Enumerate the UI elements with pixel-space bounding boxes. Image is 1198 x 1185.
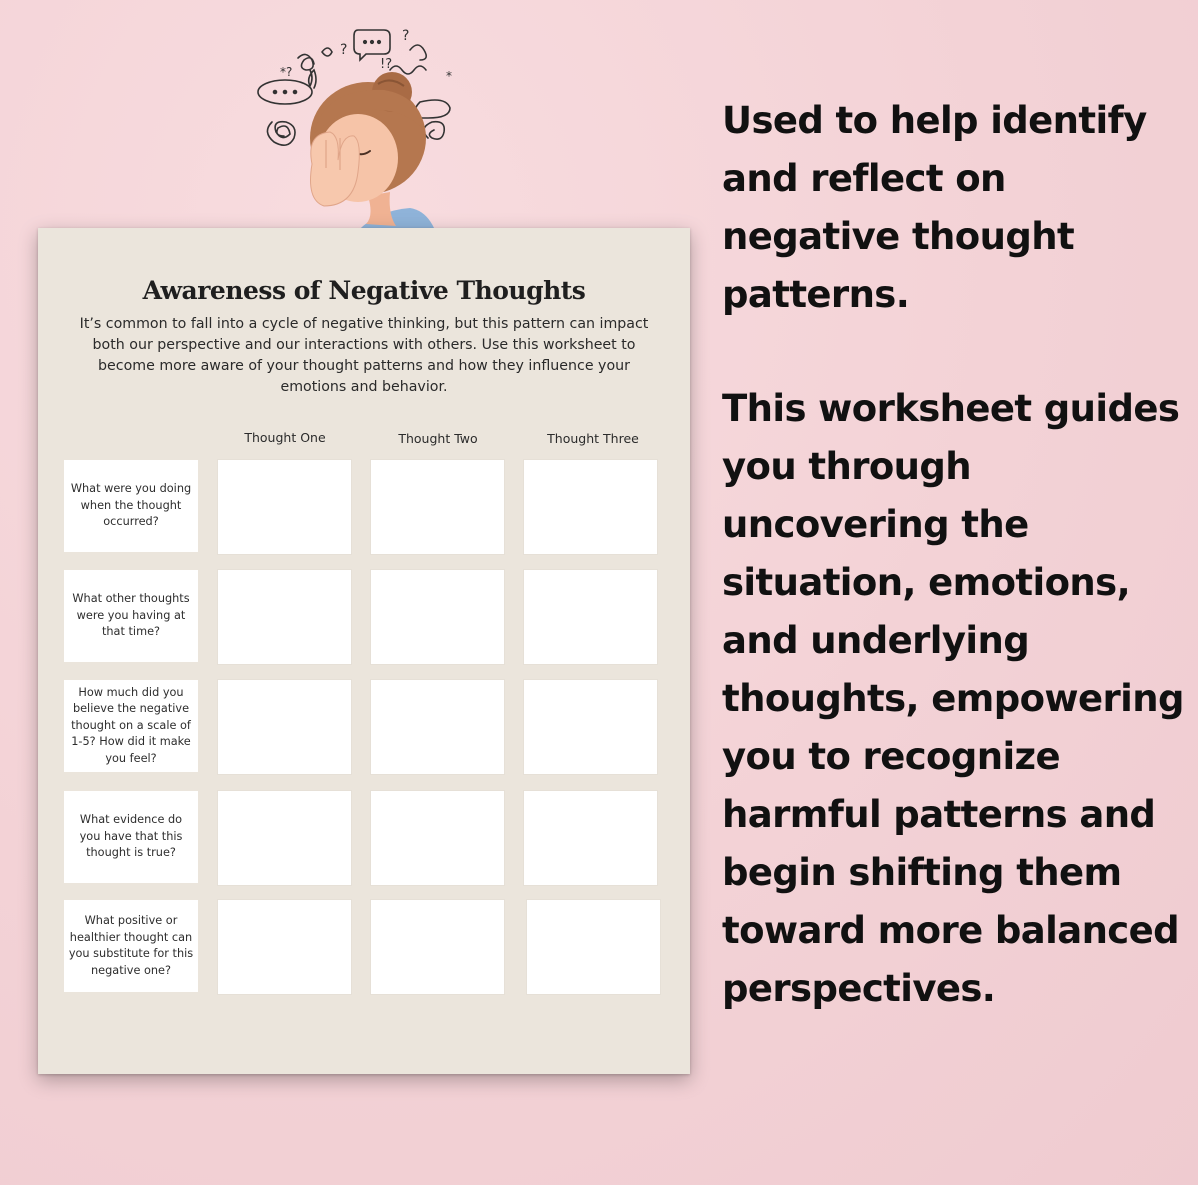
answer-cell[interactable] <box>218 680 351 774</box>
column-header-thought-three: Thought Three <box>547 431 639 446</box>
answer-cell[interactable] <box>524 791 657 885</box>
svg-text:?: ? <box>402 28 410 44</box>
answer-cell[interactable] <box>371 680 504 774</box>
answer-cell[interactable] <box>524 570 657 664</box>
answer-cell[interactable] <box>371 460 504 554</box>
row-label: What were you doing when the thought occurred? <box>64 460 198 552</box>
row-label: What other thoughts were you having at that time? <box>64 570 198 662</box>
answer-cell[interactable] <box>371 570 504 664</box>
stressed-woman-icon <box>250 10 480 258</box>
answer-cell[interactable] <box>524 460 657 554</box>
answer-cell[interactable] <box>218 900 351 994</box>
worksheet <box>38 228 690 1074</box>
column-header-thought-two: Thought Two <box>398 431 478 446</box>
svg-text:*: * <box>446 69 452 83</box>
svg-text:!?: !? <box>380 57 393 72</box>
answer-cell[interactable] <box>371 900 504 994</box>
answer-cell[interactable] <box>218 460 351 554</box>
intro-blurb: Used to help identify and reflect on negative thought patterns. <box>722 99 1147 316</box>
answer-cell[interactable] <box>218 791 351 885</box>
detail-blurb: This worksheet guides you through uncovering the situation, emotions, and underlying thoughts, empowering you to recognize harmful patterns and begin shifting them toward more balanced perspectives. <box>722 387 1184 1010</box>
answer-cell[interactable] <box>524 680 657 774</box>
answer-cell[interactable] <box>371 791 504 885</box>
row-label: What evidence do you have that this thought is true? <box>64 791 198 883</box>
worksheet-title: Awareness of Negative Thoughts <box>142 276 586 305</box>
svg-text:?: ? <box>340 42 348 58</box>
row-label: How much did you believe the negative thought on a scale of 1-5? How did it make you feel? <box>64 680 198 772</box>
column-header-thought-one: Thought One <box>244 430 326 445</box>
answer-cell[interactable] <box>527 900 660 994</box>
row-label: What positive or healthier thought can you substitute for this negative one? <box>64 900 198 992</box>
svg-text:*?: *? <box>280 65 293 79</box>
worksheet-description: It’s common to fall into a cycle of negative thinking, but this pattern can impact both our perspective and our interactions with others. Use this worksheet to become more aware of your thought patterns and how they influence your emotions and behavior. <box>79 316 649 395</box>
answer-cell[interactable] <box>218 570 351 664</box>
